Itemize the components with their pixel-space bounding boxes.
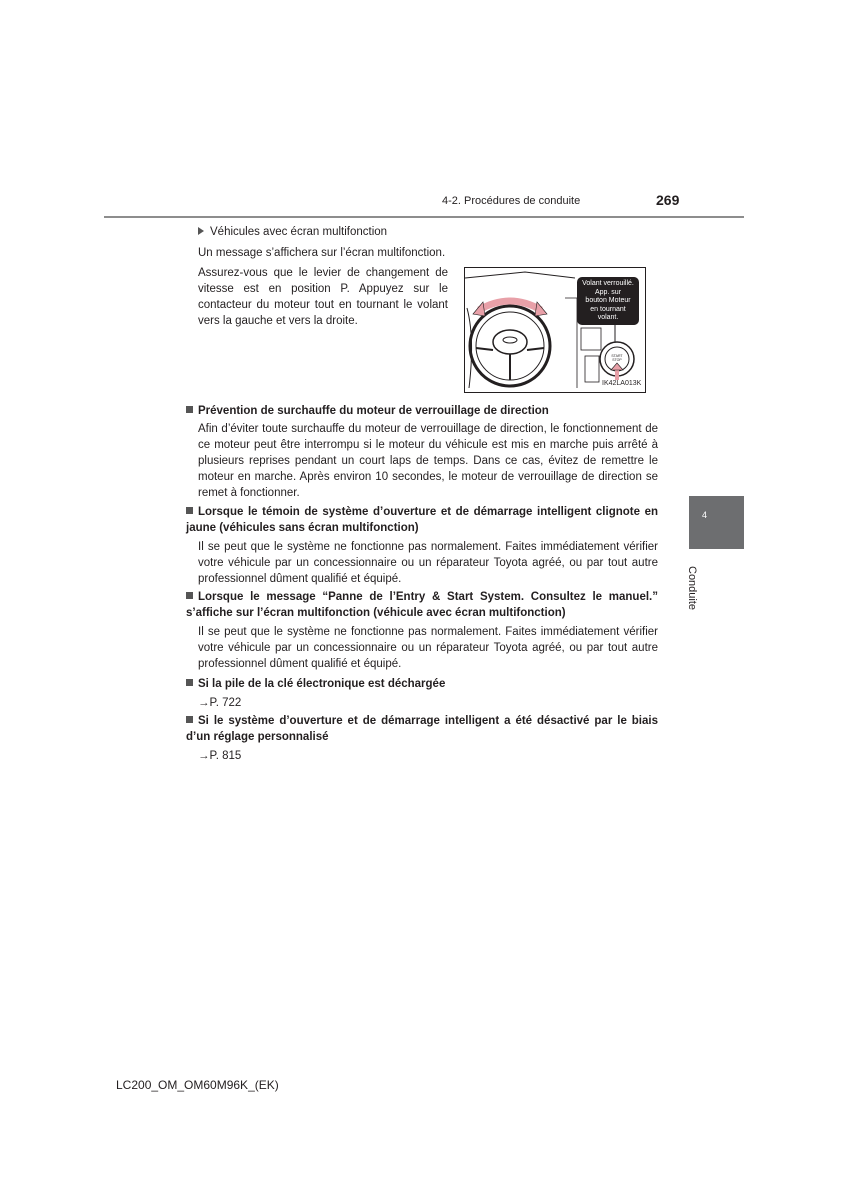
chapter-number: 4 [702,510,708,520]
subheading-vehicles [198,226,387,238]
note-heading-5: Si le système d’ouverture et de démarrage intelligent a été désactivé par le biais d’un réglage personnalisé [186,715,658,743]
section-title: 4-2. Procédures de conduite [442,195,581,207]
callout-line-5: volant. [597,314,619,321]
callout-line-1: Volant verrouillé. [582,280,634,287]
note-heading-1: Prévention de surchauffe du moteur de verrouillage de direction [186,403,658,419]
callout-line-2: App. sur [594,288,622,296]
page-reference-722[interactable]: →P. 722 [198,697,242,709]
figure-code: IK42LA013K [602,380,642,387]
header-rule [104,216,744,218]
callout-line-3: bouton Moteur [585,297,631,304]
triangle-bullet-icon [198,227,204,235]
chapter-label: Conduite [686,566,698,611]
note-body-3: Il se peut que le système ne fonctionne pas normalement. Faites immédiatement vérifier votre véhicule par un concessionnaire ou un réparateur Toyota agréé, ou par tout autre professionnel dûment qualifié et équipé. [198,626,658,670]
note-heading-2: Lorsque le témoin de système d’ouverture et de démarrage intelligent clignote en jaune (véhicules sans écran multifonction) [186,506,658,534]
svg-text:STOP: STOP [612,358,622,362]
callout-line-4: en tournant [590,305,626,313]
square-bullet-icon [186,679,193,686]
message-line: Un message s’affichera sur l’écran multifonction. [198,247,446,259]
callout-bubble [577,277,639,325]
square-bullet-icon [186,507,193,514]
steering-wheel-figure [464,267,646,393]
chapter-tab[interactable] [689,496,744,549]
square-bullet-icon [186,406,193,413]
page-number: 269 [656,192,680,208]
instruction-paragraph: Assurez-vous que le levier de changement de vitesse est en position P. Appuyez sur le contacteur du moteur tout en tournant le volant vers la gauche et vers la droite. [198,267,448,327]
note-heading-3: Lorsque le message “Panne de l’Entry & Start System. Consultez le manuel.” s’affiche sur l’écran multifonction (véhicule avec écran multifonction) [186,591,658,619]
svg-text:START: START [611,354,623,358]
note-body-2: Il se peut que le système ne fonctionne pas normalement. Faites immédiatement vérifier votre véhicule par un concessionnaire ou un réparateur Toyota agréé, ou par tout autre professionnel dûment qualifié et équipé. [198,541,658,585]
footer-code: LC200_OM_OM60M96K_(EK) [116,1078,279,1092]
subheading-text: Véhicules avec écran multifonction [210,226,388,238]
square-bullet-icon [186,592,193,599]
note-body-1: Afin d’éviter toute surchauffe du moteur de verrouillage de direction, le fonctionnement de ce moteur peut être interrompu si le moteur du véhicule est mis en marche puis arrêté à plusieurs reprises pendant un court laps de temps. Dans ce cas, évitez de remettre le moteur en marche. Après environ 10 secondes, le moteur de verrouillage de direction se remet à fonctionner. [198,423,658,499]
note-heading-4: Si la pile de la clé électronique est déchargée [186,676,658,692]
page-reference-815[interactable]: →P. 815 [198,750,242,762]
square-bullet-icon [186,716,193,723]
